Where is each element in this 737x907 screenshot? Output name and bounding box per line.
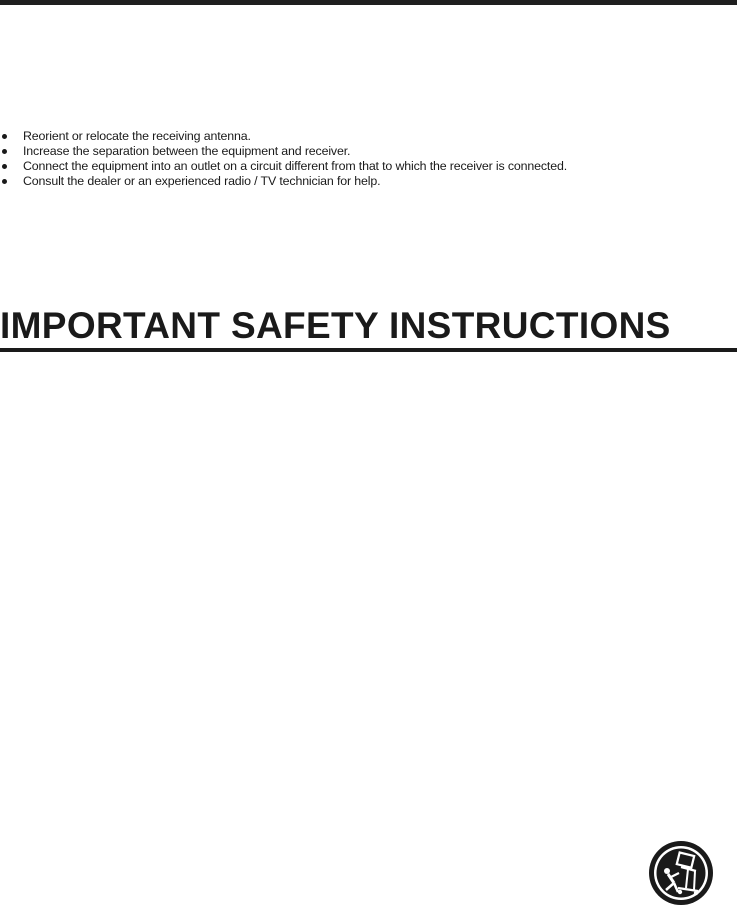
- interference-measures-list: [0, 129, 737, 189]
- heading-underline: [0, 348, 737, 352]
- bullet-icon: [2, 134, 7, 139]
- list-item: [0, 174, 737, 189]
- bullet-icon: [2, 179, 7, 184]
- list-item-text: Reorient or relocate the receiving antenna.: [23, 129, 251, 143]
- list-item-text: Connect the equipment into an outlet on a circuit different from that to which the receiver is connected.: [23, 159, 567, 173]
- portable-cart-warning-icon: [648, 840, 714, 906]
- list-item-text: Increase the separation between the equipment and receiver.: [23, 144, 351, 158]
- list-item-text: Consult the dealer or an experienced radio / TV technician for help.: [23, 174, 381, 188]
- safety-instructions-heading: IMPORTANT SAFETY INSTRUCTIONS: [0, 305, 671, 346]
- bullet-icon: [2, 149, 7, 154]
- list-item: [0, 144, 737, 159]
- top-rule: [0, 0, 737, 5]
- bullet-icon: [2, 164, 7, 169]
- list-item: [0, 129, 737, 144]
- list-item: [0, 159, 737, 174]
